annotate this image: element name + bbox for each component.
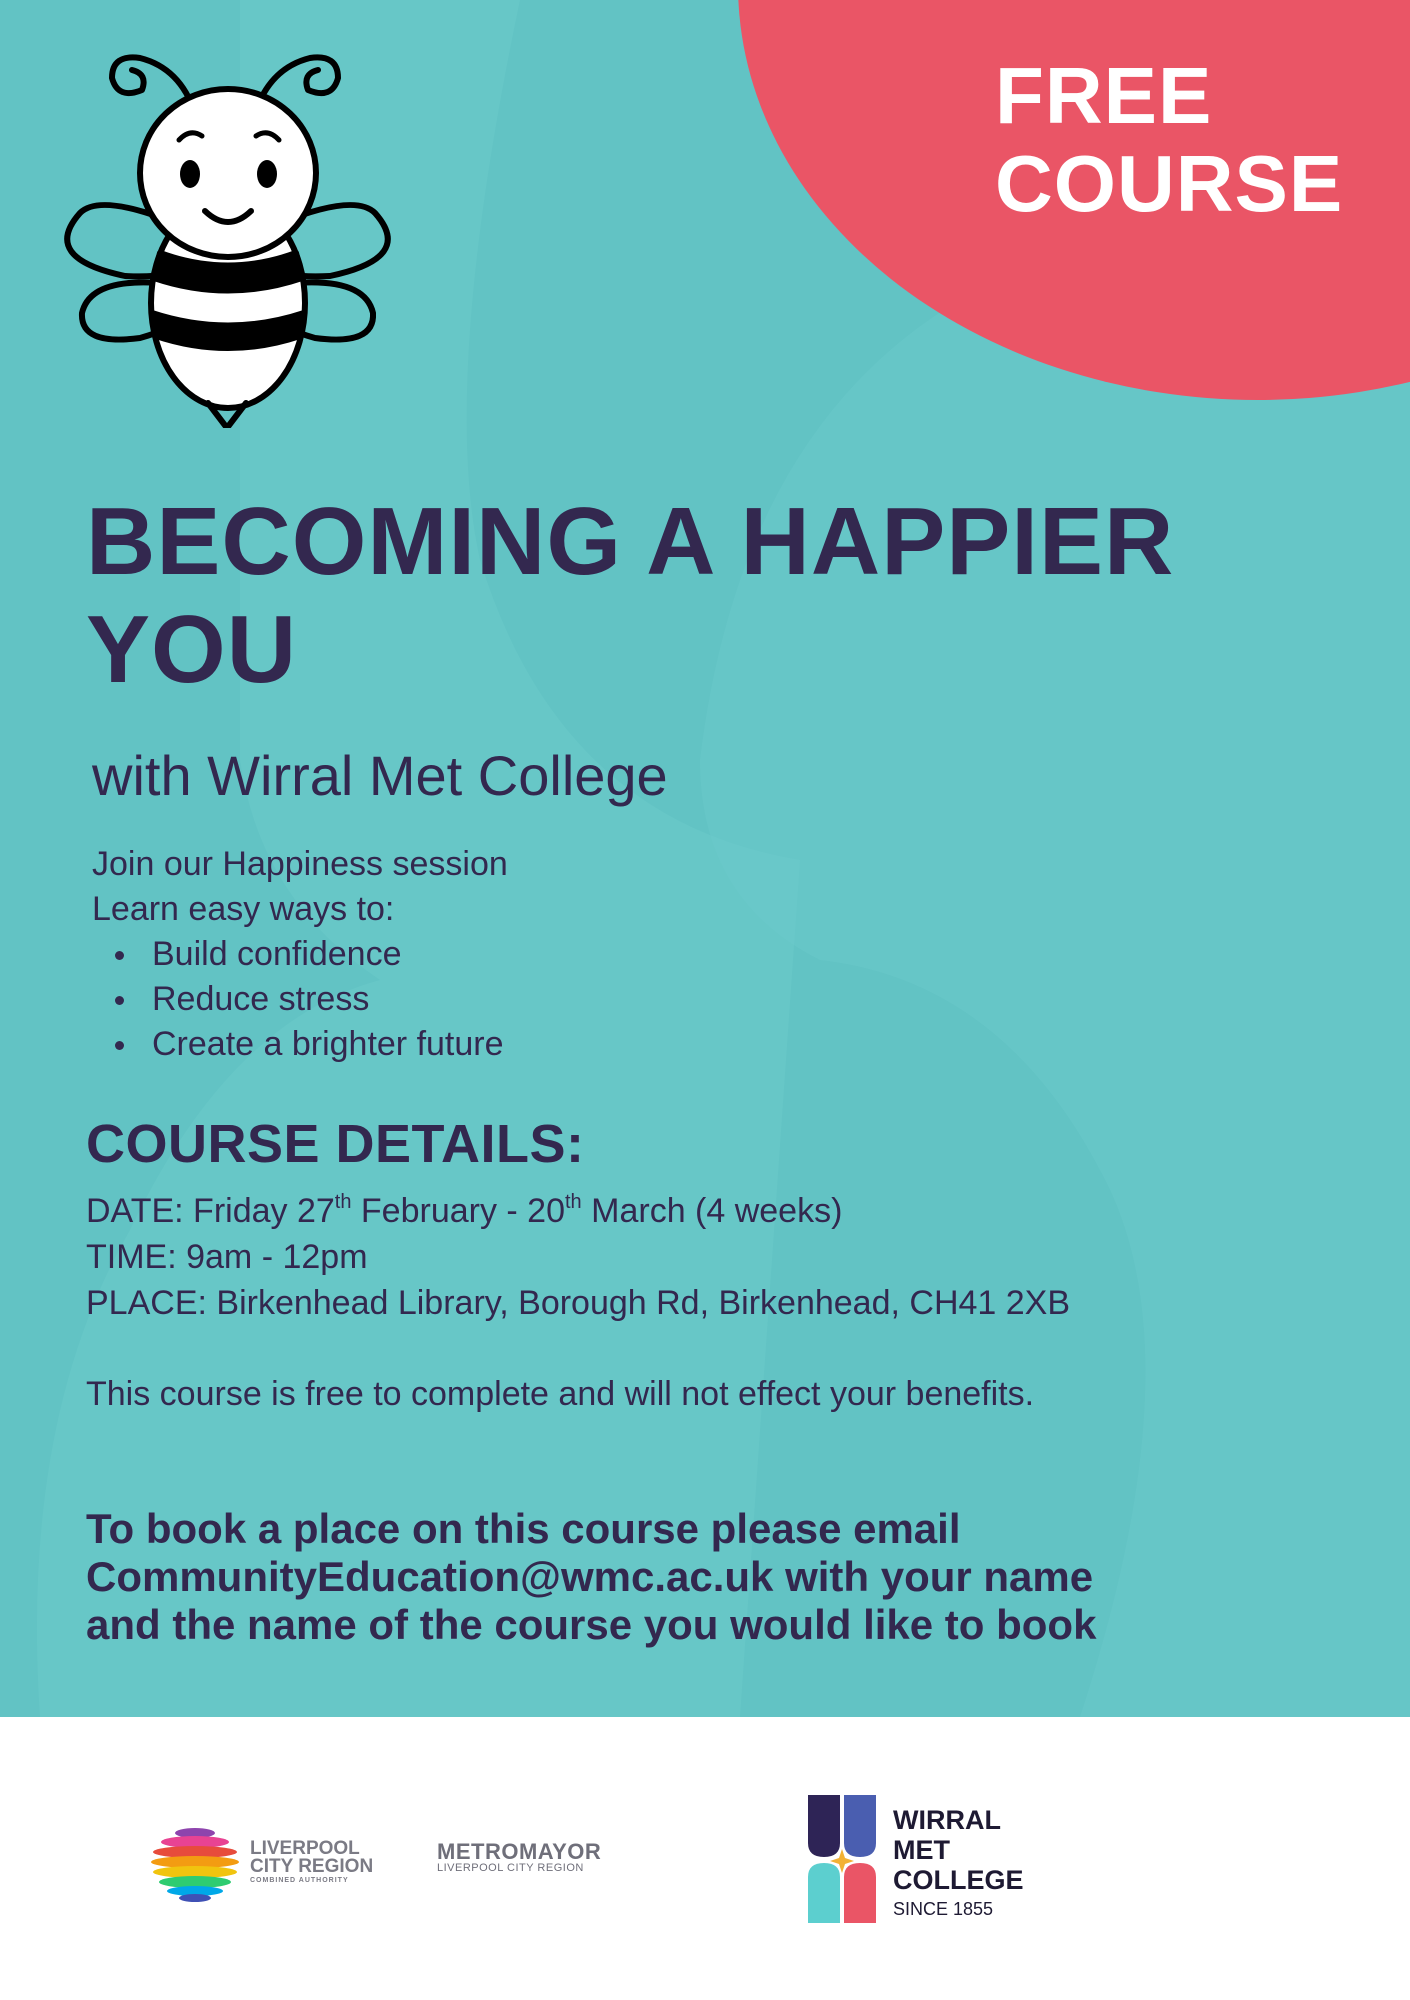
list-item: Create a brighter future xyxy=(152,1022,508,1067)
page-title xyxy=(86,488,1174,704)
badge-line-2: COURSE xyxy=(995,139,1344,228)
badge-line-1: FREE xyxy=(995,51,1213,140)
free-course-badge xyxy=(995,52,1343,228)
course-details-heading: COURSE DETAILS: xyxy=(86,1114,585,1174)
benefit-list xyxy=(92,932,508,1067)
booking-line-3: and the name of the course you would like to book xyxy=(86,1601,1097,1648)
booking-instructions xyxy=(86,1505,1366,1649)
metro-mayor-logo: METROMAYOR LIVERPOOL CITY REGION xyxy=(437,1839,602,1874)
time-line: TIME: 9am - 12pm xyxy=(86,1238,368,1276)
title-line-2: YOU xyxy=(86,596,298,703)
bee-icon xyxy=(30,28,430,428)
benefits-note: This course is free to complete and will not effect your benefits. xyxy=(86,1375,1035,1413)
lcr-logo-text: LIVERPOOL CITY REGION COMBINED AUTHORITY xyxy=(250,1838,374,1884)
wmc-logo-icon xyxy=(808,1795,878,1925)
date-line: DATE: Friday 27th February - 20th March (4 weeks) xyxy=(86,1191,843,1230)
lcr-logo-icon xyxy=(150,1828,240,1902)
intro-line-1: Join our Happiness session xyxy=(92,845,508,883)
intro-section xyxy=(92,842,508,1067)
list-item: Build confidence xyxy=(152,932,508,977)
list-item: Reduce stress xyxy=(152,977,508,1022)
intro-line-2: Learn easy ways to: xyxy=(92,890,395,928)
booking-line-1: To book a place on this course please email xyxy=(86,1505,961,1552)
subtitle: with Wirral Met College xyxy=(92,744,668,807)
title-line-1: BECOMING A HAPPIER xyxy=(86,488,1175,595)
place-line: PLACE: Birkenhead Library, Borough Rd, Birkenhead, CH41 2XB xyxy=(86,1284,1071,1322)
course-details xyxy=(86,1188,1070,1326)
wmc-logo-text: WIRRAL MET COLLEGE SINCE 1855 xyxy=(893,1805,1024,1919)
booking-line-2[interactable]: CommunityEducation@wmc.ac.uk with your name xyxy=(86,1553,1094,1600)
